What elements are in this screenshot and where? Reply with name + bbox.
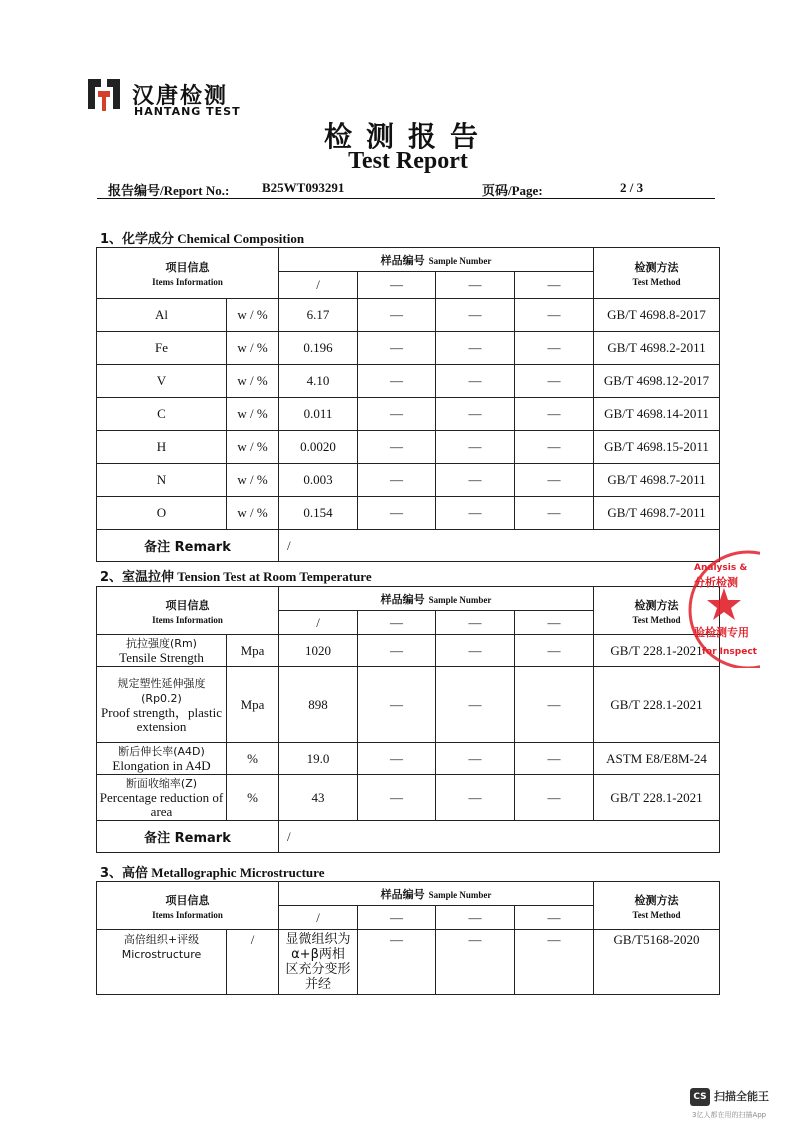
- unit-cell: Mpa: [227, 635, 279, 667]
- value-cell: 4.10: [279, 365, 358, 398]
- unit-cell: %: [227, 743, 279, 775]
- stamp-line1: Analysis &: [694, 563, 748, 573]
- item-label: Al: [97, 299, 227, 332]
- value-cell: 43: [279, 775, 358, 821]
- section3-title-cn: 3、高倍: [100, 866, 149, 881]
- value-cell: —: [358, 667, 436, 743]
- remark-value: /: [279, 821, 720, 853]
- sample-header: 样品编号 Sample Number: [279, 587, 594, 611]
- unit-cell: w / %: [227, 299, 279, 332]
- value-cell: —: [515, 464, 594, 497]
- value-cell: —: [358, 497, 436, 530]
- table-row: [97, 743, 720, 775]
- scanner-name: 扫描全能王: [714, 1090, 769, 1103]
- value-cell: —: [358, 398, 436, 431]
- logo-name-cn: 汉唐检测: [132, 84, 229, 109]
- chemical-composition-table: [96, 247, 720, 562]
- value-cell: —: [515, 497, 594, 530]
- value-cell: —: [358, 743, 436, 775]
- value-cell: —: [358, 332, 436, 365]
- section2-title-en: Tension Test at Room Temperature: [177, 569, 372, 584]
- method-cell: GB/T 4698.15-2011: [594, 431, 720, 464]
- method-cell: GB/T 4698.12-2017: [594, 365, 720, 398]
- logo-name-en: HANTANG TEST: [134, 105, 241, 118]
- value-cell: 1020: [279, 635, 358, 667]
- item-label: Fe: [97, 332, 227, 365]
- item-label: 规定塑性延伸强度 (Rp0.2) Proof strength，plastic extension: [97, 667, 227, 743]
- sample-col: /: [279, 906, 358, 930]
- table-row: [97, 635, 720, 667]
- item-label: 断后伸长率(A4D) Elongation in A4D: [97, 743, 227, 775]
- value-cell: —: [436, 497, 515, 530]
- value-cell: —: [515, 667, 594, 743]
- value-cell: —: [436, 464, 515, 497]
- microstructure-table: [96, 881, 720, 995]
- value-cell: 6.17: [279, 299, 358, 332]
- sample-col: —: [358, 272, 436, 299]
- section3-title-en: Metallographic Microstructure: [151, 865, 325, 880]
- method-cell: GB/T 228.1-2021: [594, 775, 720, 821]
- value-cell: —: [515, 743, 594, 775]
- scanner-badge: [690, 1086, 790, 1126]
- value-cell: —: [515, 332, 594, 365]
- value-cell: —: [515, 299, 594, 332]
- section3-title: [100, 862, 324, 881]
- meta-underline: [97, 198, 715, 199]
- table-row: [97, 332, 720, 365]
- value-cell: 898: [279, 667, 358, 743]
- sample-col: —: [436, 906, 515, 930]
- value-cell: —: [436, 930, 515, 995]
- sample-col: —: [515, 272, 594, 299]
- value-cell: —: [436, 398, 515, 431]
- value-cell: —: [515, 635, 594, 667]
- unit-cell: %: [227, 775, 279, 821]
- value-cell: —: [436, 431, 515, 464]
- unit-cell: /: [227, 930, 279, 995]
- hantang-logo-icon: [84, 75, 124, 115]
- report-no-value: B25WT093291: [262, 180, 345, 195]
- table-row: [97, 667, 720, 743]
- item-label: 抗拉强度(Rm) Tensile Strength: [97, 635, 227, 667]
- stamp-line2: 分析检测: [694, 576, 738, 589]
- table-row: [97, 398, 720, 431]
- value-cell: —: [436, 743, 515, 775]
- table-row: [97, 497, 720, 530]
- scanner-tagline: 3亿人都在用的扫描App: [692, 1111, 767, 1119]
- method-cell: GB/T 228.1-2021: [594, 667, 720, 743]
- sample-col: —: [358, 611, 436, 635]
- value-cell: —: [515, 930, 594, 995]
- value-cell: —: [515, 365, 594, 398]
- method-cell: GB/T 4698.2-2011: [594, 332, 720, 365]
- value-cell: —: [515, 398, 594, 431]
- item-label: O: [97, 497, 227, 530]
- value-cell: —: [436, 332, 515, 365]
- unit-cell: w / %: [227, 431, 279, 464]
- item-label: 高倍组织+评级 Microstructure: [97, 930, 227, 995]
- value-cell: —: [436, 667, 515, 743]
- sample-col: —: [436, 611, 515, 635]
- remark-label: 备注 Remark: [97, 530, 279, 562]
- items-header: 项目信息 Items Information: [97, 882, 279, 930]
- stamp-line4: for Inspect: [702, 647, 757, 657]
- item-label: N: [97, 464, 227, 497]
- method-cell: GB/T 4698.8-2017: [594, 299, 720, 332]
- value-cell: —: [358, 464, 436, 497]
- item-label: V: [97, 365, 227, 398]
- value-cell: 0.196: [279, 332, 358, 365]
- sample-col: —: [515, 906, 594, 930]
- unit-cell: w / %: [227, 398, 279, 431]
- sample-col: /: [279, 611, 358, 635]
- value-cell: —: [358, 775, 436, 821]
- table-row: [97, 930, 720, 995]
- page-value: 2 / 3: [620, 180, 644, 195]
- sample-col: /: [279, 272, 358, 299]
- method-cell: GB/T 4698.7-2011: [594, 497, 720, 530]
- sample-header: 样品编号 Sample Number: [279, 248, 594, 272]
- value-cell: —: [358, 930, 436, 995]
- sample-col: —: [358, 906, 436, 930]
- item-label: H: [97, 431, 227, 464]
- table-row: [97, 365, 720, 398]
- table-row: [97, 464, 720, 497]
- value-cell: 19.0: [279, 743, 358, 775]
- value-cell: 0.154: [279, 497, 358, 530]
- sample-col: —: [436, 272, 515, 299]
- unit-cell: w / %: [227, 332, 279, 365]
- items-header: 项目信息 Items Information: [97, 587, 279, 635]
- unit-cell: Mpa: [227, 667, 279, 743]
- value-cell: —: [358, 365, 436, 398]
- section2-title-cn: 2、室温拉伸: [100, 570, 175, 585]
- item-label: 断面收缩率(Z) Percentage reduction of area: [97, 775, 227, 821]
- method-cell: ASTM E8/E8M-24: [594, 743, 720, 775]
- unit-cell: w / %: [227, 497, 279, 530]
- value-cell: —: [358, 299, 436, 332]
- stamp-line3: 验检测专用: [694, 626, 749, 639]
- inspection-stamp: [688, 548, 760, 668]
- section1-title-cn: 1、化学成分: [100, 232, 175, 247]
- method-header: 检测方法 Test Method: [594, 587, 720, 635]
- method-cell: GB/T 4698.7-2011: [594, 464, 720, 497]
- value-cell: —: [515, 775, 594, 821]
- method-cell: GB/T 228.1-2021: [594, 635, 720, 667]
- value-cell: —: [436, 365, 515, 398]
- page-label: 页码/Page:: [482, 183, 543, 198]
- tension-test-table: [96, 586, 720, 853]
- section1-title: [100, 228, 304, 247]
- value-cell: —: [436, 635, 515, 667]
- items-header: 项目信息 Items Information: [97, 248, 279, 299]
- value-cell: 0.011: [279, 398, 358, 431]
- value-cell: —: [436, 775, 515, 821]
- value-cell: —: [358, 635, 436, 667]
- value-cell: —: [358, 431, 436, 464]
- section2-title: [100, 566, 372, 585]
- item-label: C: [97, 398, 227, 431]
- table-row: [97, 431, 720, 464]
- camscanner-icon: CS: [690, 1088, 710, 1106]
- sample-header: 样品编号 Sample Number: [279, 882, 594, 906]
- value-cell: 0.0020: [279, 431, 358, 464]
- table-row: [97, 775, 720, 821]
- method-header: 检测方法 Test Method: [594, 248, 720, 299]
- remark-label: 备注 Remark: [97, 821, 279, 853]
- table-row: [97, 299, 720, 332]
- section1-title-en: Chemical Composition: [177, 231, 305, 246]
- report-no-label: 报告编号/Report No.:: [108, 183, 230, 198]
- method-cell: GB/T5168-2020: [594, 930, 720, 995]
- value-cell: 0.003: [279, 464, 358, 497]
- stamp-icon: [688, 548, 760, 668]
- method-header: 检测方法 Test Method: [594, 882, 720, 930]
- value-cell: —: [515, 431, 594, 464]
- value-cell: —: [436, 299, 515, 332]
- unit-cell: w / %: [227, 365, 279, 398]
- value-cell: 显微组织为α+β两相区充分变形并经: [279, 930, 358, 995]
- unit-cell: w / %: [227, 464, 279, 497]
- report-title-en: Test Report: [348, 148, 468, 174]
- report-title-cn: 检测报告: [323, 120, 492, 153]
- sample-col: —: [515, 611, 594, 635]
- remark-value: /: [279, 530, 720, 562]
- method-cell: GB/T 4698.14-2011: [594, 398, 720, 431]
